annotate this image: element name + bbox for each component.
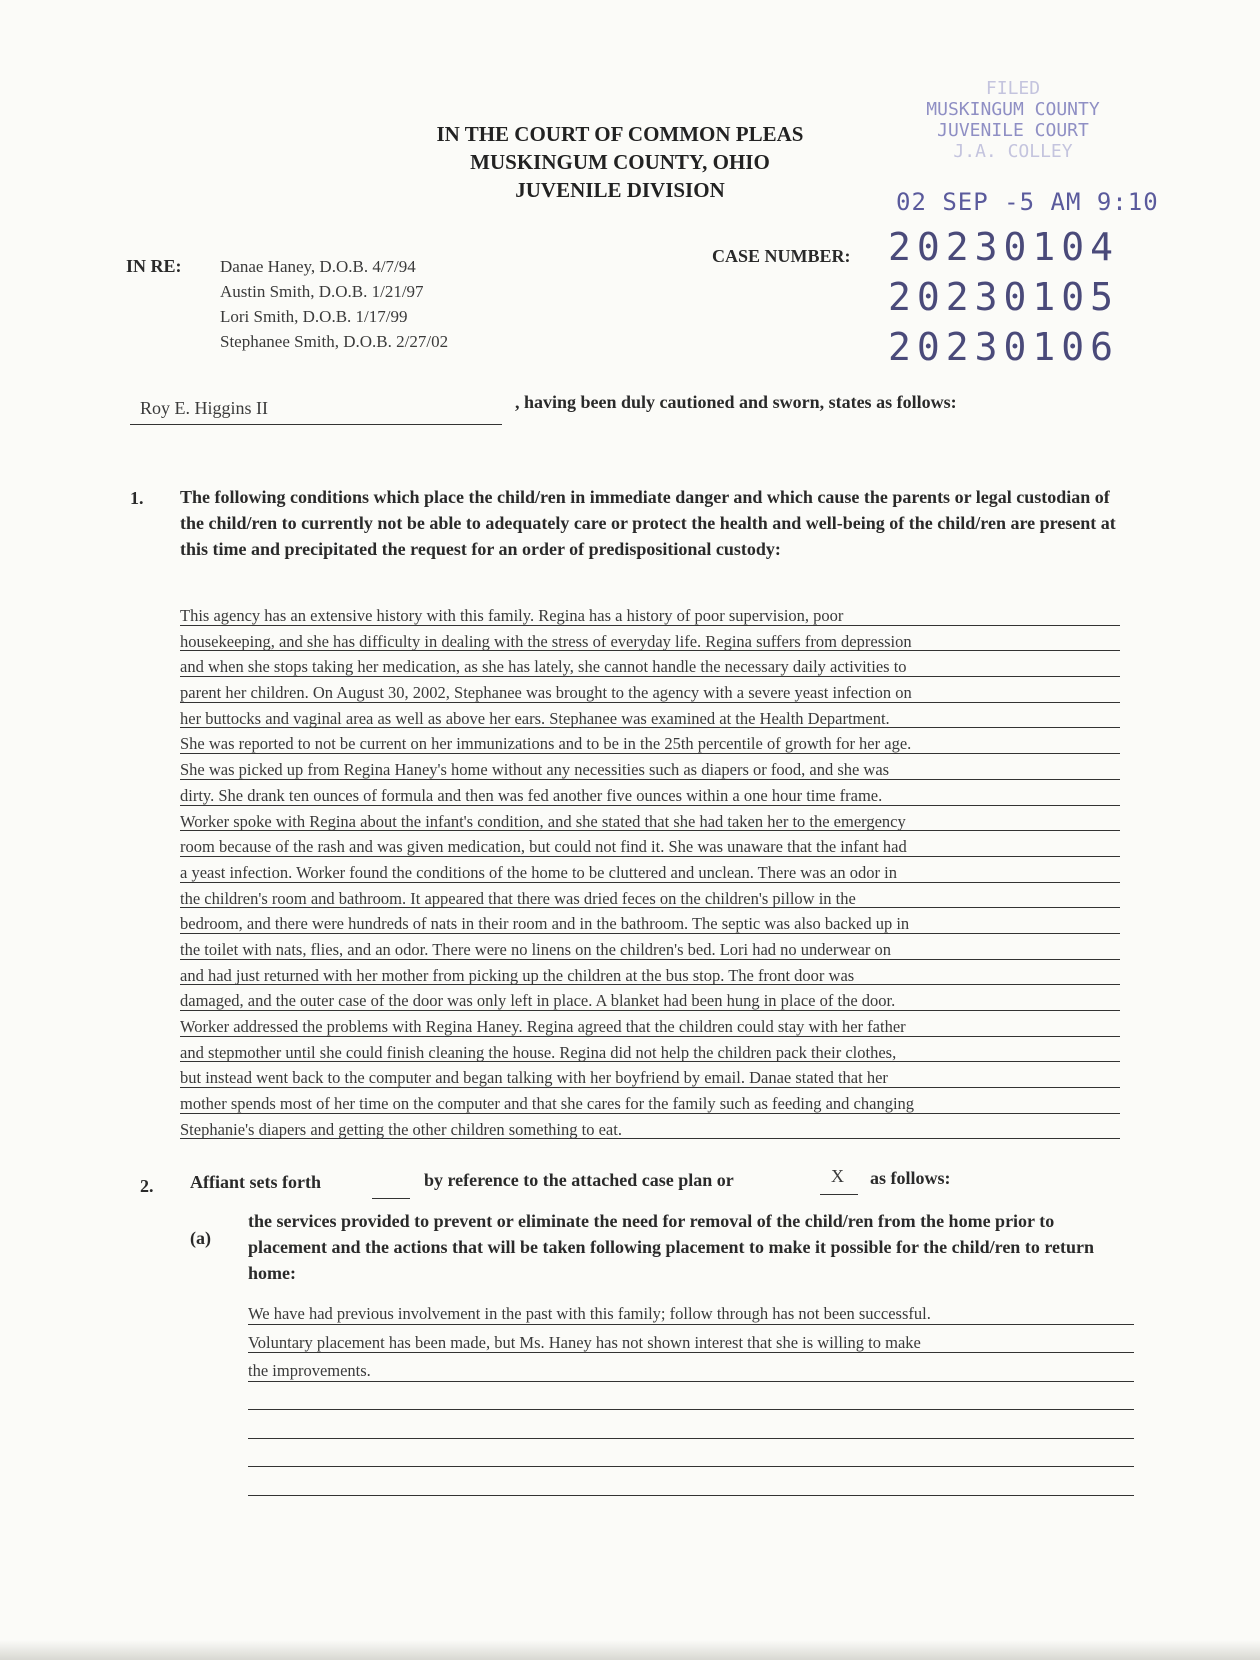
- narrative-line: but instead went back to the computer and began talking with her boyfriend by email. Danae stated that her: [180, 1062, 1120, 1088]
- stamp-court: JUVENILE COURT: [937, 120, 1089, 141]
- narrative-line: and stepmother until she could finish cleaning the house. Regina did not help the children pack their clothes,: [180, 1037, 1120, 1063]
- response-line: the improvements.: [248, 1353, 1134, 1382]
- case-numbers: [888, 222, 1119, 372]
- narrative-line: room because of the rash and was given medication, but could not find it. She was unaware that the infant had: [180, 831, 1120, 857]
- narrative-line: bedroom, and there were hundreds of nats in their room and in the bathroom. The septic was also backed up in: [180, 908, 1120, 934]
- as-follows-check-mark: X: [831, 1166, 844, 1186]
- court-name: IN THE COURT OF COMMON PLEAS: [436, 122, 804, 146]
- section-2-number: 2.: [140, 1176, 154, 1196]
- section-1-narrative: [180, 600, 1120, 1139]
- section-2-as-follows: as follows:: [870, 1168, 951, 1188]
- response-line: [248, 1439, 1134, 1468]
- children-list: [220, 254, 448, 354]
- section-1-question: The following conditions which place the child/ren in immediate danger and which cause the parents or legal custodian of the child/ren to currently not be able to adequately care or protect the health and well-being of the child/ren are present at this time and precipitated the request for an order of predispositional custody:: [180, 487, 1116, 559]
- in-re-label: IN RE:: [126, 256, 182, 276]
- court-county: MUSKINGUM COUNTY, OHIO: [470, 150, 770, 174]
- affiant-name-line: [130, 424, 502, 425]
- subsection-a-text: the services provided to prevent or eliminate the need for removal of the child/ren from the home prior to placement and the actions that will be taken following placement to make it possible for the child/ren to return home:: [248, 1211, 1094, 1283]
- stamp-clerk: J.A. COLLEY: [953, 141, 1073, 162]
- subsection-a-response: [248, 1296, 1134, 1496]
- sworn-statement: , having been duly cautioned and sworn, states as follows:: [515, 392, 957, 412]
- narrative-line: Stephanie's diapers and getting the other children something to eat.: [180, 1114, 1120, 1140]
- narrative-line: housekeeping, and she has difficulty in dealing with the stress of everyday life. Regina suffers from depression: [180, 626, 1120, 652]
- stamp-county: MUSKINGUM COUNTY: [926, 99, 1100, 120]
- case-number-label: CASE NUMBER:: [712, 246, 851, 266]
- response-line: [248, 1410, 1134, 1439]
- narrative-line: the toilet with nats, flies, and an odor. There were no linens on the children's bed. Lori had no underwear on: [180, 934, 1120, 960]
- response-line: [248, 1382, 1134, 1411]
- narrative-line: She was reported to not be current on her immunizations and to be in the 25th percentile of growth for her age.: [180, 728, 1120, 754]
- narrative-line: damaged, and the outer case of the door was only left in place. A blanket had been hung in place of the door.: [180, 985, 1120, 1011]
- case-number: 20230105: [888, 275, 1120, 319]
- response-line: Voluntary placement has been made, but Ms. Haney has not shown interest that she is willing to make: [248, 1325, 1134, 1354]
- court-heading: [360, 120, 880, 204]
- as-follows-blank: [820, 1194, 858, 1195]
- child-entry: Austin Smith, D.O.B. 1/21/97: [220, 282, 424, 301]
- narrative-line: This agency has an extensive history with this family. Regina has a history of poor supervision, poor: [180, 600, 1120, 626]
- child-entry: Lori Smith, D.O.B. 1/17/99: [220, 307, 408, 326]
- narrative-line: Worker spoke with Regina about the infant's condition, and she stated that she had taken her to the emergency: [180, 806, 1120, 832]
- court-division: JUVENILE DIVISION: [515, 178, 725, 202]
- narrative-line: mother spends most of her time on the computer and that she cares for the family such as feeding and changing: [180, 1088, 1120, 1114]
- case-number: 20230104: [888, 225, 1120, 269]
- narrative-line: Worker addressed the problems with Regina Haney. Regina agreed that the children could stay with her father: [180, 1011, 1120, 1037]
- case-number: 20230106: [888, 325, 1120, 369]
- subsection-a-label: (a): [190, 1228, 211, 1248]
- child-entry: Danae Haney, D.O.B. 4/7/94: [220, 257, 416, 276]
- narrative-line: and when she stops taking her medication, as she has lately, she cannot handle the necessary daily activities to: [180, 651, 1120, 677]
- section-1-number: 1.: [130, 488, 144, 508]
- response-line: [248, 1467, 1134, 1496]
- section-2-case-plan-option: by reference to the attached case plan or: [424, 1170, 734, 1190]
- scan-bottom-edge: [0, 1640, 1260, 1660]
- narrative-line: and had just returned with her mother from picking up the children at the bus stop. The front door was: [180, 960, 1120, 986]
- narrative-line: a yeast infection. Worker found the conditions of the home to be cluttered and unclean. There was an odor in: [180, 857, 1120, 883]
- response-line: We have had previous involvement in the past with this family; follow through has not been successful.: [248, 1296, 1134, 1325]
- narrative-line: her buttocks and vaginal area as well as above her ears. Stephanee was examined at the Health Department.: [180, 703, 1120, 729]
- narrative-line: dirty. She drank ten ounces of formula and then was fed another five ounces within a one hour time frame.: [180, 780, 1120, 806]
- narrative-line: the children's room and bathroom. It appeared that there was dried feces on the children's pillow in the: [180, 883, 1120, 909]
- narrative-line: She was picked up from Regina Haney's home without any necessities such as diapers or food, and she was: [180, 754, 1120, 780]
- child-entry: Stephanee Smith, D.O.B. 2/27/02: [220, 332, 449, 351]
- narrative-line: parent her children. On August 30, 2002, Stephanee was brought to the agency with a severe yeast infection on: [180, 677, 1120, 703]
- affiant-name: Roy E. Higgins II: [140, 398, 268, 418]
- stamp-filed: FILED: [985, 78, 1041, 99]
- filed-stamp: [898, 78, 1128, 162]
- case-plan-blank: [372, 1198, 410, 1199]
- section-2-lead: Affiant sets forth: [190, 1172, 321, 1192]
- stamp-date-time: 02 SEP -5 AM 9:10: [896, 188, 1159, 216]
